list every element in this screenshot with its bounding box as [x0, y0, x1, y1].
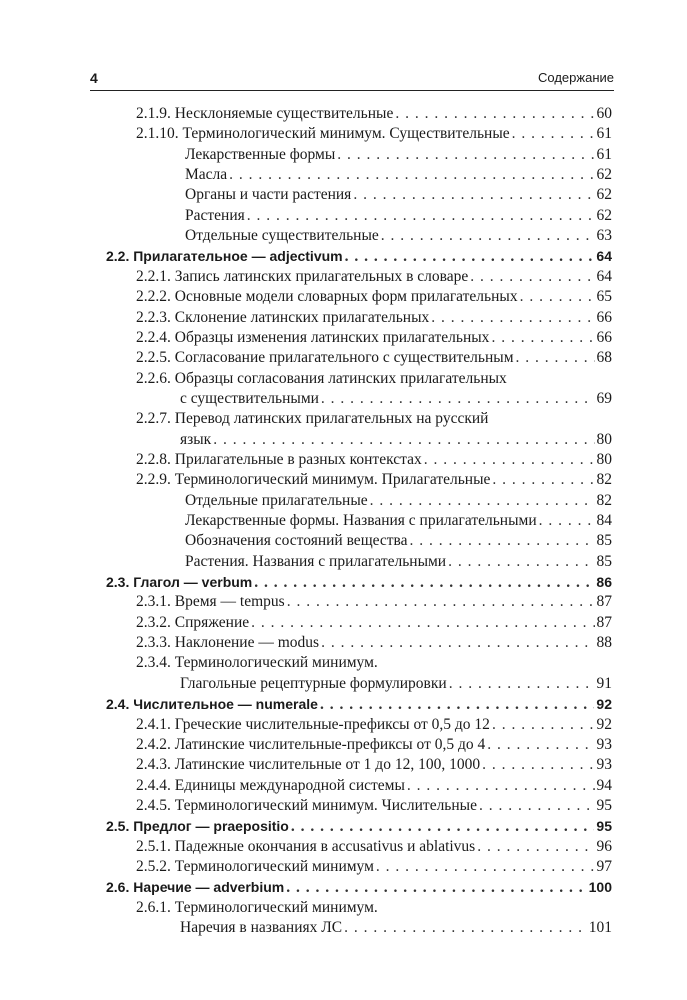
toc-leader-dots: [321, 633, 594, 653]
page-number: 4: [90, 70, 98, 86]
toc-entry-text: 2.2.7. Перевод латинских прилагательных на русский: [136, 410, 489, 428]
toc-entry-text: Органы и части растения: [185, 186, 352, 204]
toc-entry-text: 2.2.3. Склонение латинских прилагательных: [136, 308, 430, 326]
toc-leader-dots: [247, 206, 595, 226]
toc-entry: [136, 328, 612, 348]
toc-entry: [136, 898, 612, 918]
toc-entry: [136, 287, 612, 307]
toc-entry-page: 87: [596, 593, 612, 611]
toc-entry-page: 62: [596, 186, 612, 204]
toc-entry-page: 62: [596, 206, 612, 224]
toc-leader-dots: [492, 715, 595, 735]
toc-leader-dots: [251, 613, 594, 633]
toc-leader-dots: [381, 226, 595, 246]
toc-entry-text: 2.4. Числительное — numerale: [106, 696, 318, 713]
toc-entry-page: 69: [596, 389, 612, 407]
toc-entry-page: 84: [596, 512, 612, 529]
toc-entry: [136, 837, 612, 857]
toc-leader-dots: [407, 776, 595, 796]
toc-entry-text: Отдельные существительные: [185, 227, 379, 245]
toc-entry-page: 92: [596, 715, 612, 733]
toc-leader-dots: [424, 450, 595, 470]
toc-entry-text: 2.6. Наречие — adverbium: [106, 879, 285, 896]
toc-entry: [136, 715, 612, 735]
toc-entry: [136, 857, 612, 877]
toc-entry-text: 2.3.3. Наклонение — modus: [136, 634, 320, 652]
toc-entry-text: 2.2.2. Основные модели словарных форм прилагательных: [136, 288, 518, 306]
toc-entry-page: 64: [596, 248, 612, 265]
toc-entry-page: 88: [596, 634, 612, 652]
toc-leader-dots: [512, 124, 595, 144]
toc-entry-text: Лекарственные формы: [185, 145, 336, 163]
toc-leader-dots: [487, 735, 594, 755]
running-header: [90, 68, 614, 91]
toc-entry-text: 2.2. Прилагательное — adjectivum: [106, 248, 343, 265]
toc-leader-dots: [286, 878, 586, 898]
toc-leader-dots: [449, 674, 595, 694]
toc-leader-dots: [353, 185, 594, 205]
toc-entry-text: 2.4.2. Латинские числительные-префиксы от 0,5 до 4: [136, 735, 486, 753]
toc-entry-text: Лекарственные формы. Названия с прилагательными: [185, 512, 537, 529]
toc-entry: [106, 246, 612, 266]
toc-entry-page: 61: [596, 145, 612, 163]
toc-entry-page: 61: [596, 125, 612, 143]
toc-entry-text: с существительными: [180, 389, 319, 407]
toc-entry-text: 2.3.4. Терминологический минимум.: [136, 654, 378, 672]
toc-entry-page: 63: [596, 227, 612, 245]
toc-entry-text: 2.3.1. Время — tempus: [136, 593, 285, 611]
toc-entry-page: 80: [596, 430, 612, 448]
toc-entry: [180, 674, 612, 694]
toc-entry: [185, 491, 612, 511]
toc-entry: [136, 348, 612, 368]
toc-leader-dots: [213, 430, 594, 450]
toc-entry: [180, 918, 612, 938]
toc-entry: [185, 511, 612, 531]
toc-entry: [136, 369, 612, 389]
toc-entry: [185, 552, 612, 572]
toc-entry-text: 2.4.4. Единицы международной системы: [136, 776, 405, 794]
toc-entry: [136, 613, 612, 633]
toc-entry-text: 2.6.1. Терминологический минимум.: [136, 898, 378, 916]
toc-entry-page: 95: [596, 818, 612, 835]
toc-entry-page: 86: [596, 574, 612, 591]
toc-entry: [106, 694, 612, 714]
toc-entry-page: 93: [596, 756, 612, 774]
toc-entry-text: 2.2.4. Образцы изменения латинских прилагательных: [136, 328, 490, 346]
toc-leader-dots: [410, 531, 595, 551]
toc-entry-text: 2.2.8. Прилагательные в разных контекстах: [136, 450, 422, 468]
toc-entry-text: Наречия в названиях ЛС: [180, 919, 343, 936]
toc-entry: [180, 430, 612, 450]
toc-entry-page: 95: [596, 796, 612, 814]
toc-entry-text: 2.1.9. Несклоняемые существительные: [136, 105, 394, 122]
toc-entry: [180, 389, 612, 409]
toc-entry: [185, 165, 612, 185]
toc-entry-text: Растения: [185, 206, 245, 224]
toc-entry-text: 2.4.3. Латинские числительные от 1 до 12, 100, 1000: [136, 756, 481, 774]
toc-leader-dots: [370, 491, 595, 511]
toc-entry-page: 91: [596, 674, 612, 692]
toc-entry: [136, 267, 612, 287]
toc-leader-dots: [491, 328, 594, 348]
toc-entry: [106, 816, 612, 836]
toc-leader-dots: [448, 552, 594, 572]
toc-leader-dots: [337, 145, 594, 165]
toc-entry-page: 80: [596, 450, 612, 468]
toc-leader-dots: [479, 796, 595, 816]
toc-entry: [136, 776, 612, 796]
toc-entry-page: 62: [596, 166, 612, 184]
toc-entry-page: 64: [596, 267, 612, 285]
toc-leader-dots: [539, 511, 595, 531]
toc-entry: [185, 226, 612, 246]
toc-entry: [136, 409, 612, 429]
toc-entry: [136, 450, 612, 470]
toc-entry-text: 2.2.1. Запись латинских прилагательных в словаре: [136, 267, 469, 285]
toc-entry-page: 96: [596, 837, 612, 855]
toc-entry-text: 2.1.10. Терминологический минимум. Существительные: [136, 125, 510, 143]
toc-leader-dots: [477, 837, 594, 857]
toc-entry-page: 66: [596, 308, 612, 326]
toc-leader-dots: [229, 165, 594, 185]
toc-entry-text: 2.5. Предлог — praepositio: [106, 818, 289, 835]
toc-entry-text: 2.5.1. Падежные окончания в accusativus и ablativus: [136, 837, 476, 855]
toc-entry-text: Масла: [185, 166, 228, 184]
toc-entry-text: 2.4.1. Греческие числительные-префиксы от 0,5 до 12: [136, 715, 490, 733]
toc-entry-page: 68: [596, 349, 612, 367]
toc-leader-dots: [395, 104, 594, 124]
toc-entry-page: 92: [596, 696, 612, 713]
toc-entry-page: 94: [596, 776, 612, 794]
toc-entry-text: 2.4.5. Терминологический минимум. Числительные: [136, 796, 477, 814]
toc-entry: [136, 735, 612, 755]
toc-entry-page: 60: [596, 105, 612, 122]
toc-entry: [185, 185, 612, 205]
toc-entry-text: Глагольные рецептурные формулировки: [180, 674, 447, 692]
toc-entry-text: 2.2.9. Терминологический минимум. Прилагательные: [136, 471, 491, 489]
toc-leader-dots: [320, 695, 594, 715]
toc-entry-page: 87: [596, 613, 612, 631]
toc-entry-page: 82: [596, 471, 612, 489]
toc-entry-text: 2.5.2. Терминологический минимум: [136, 857, 374, 875]
toc-entry: [106, 572, 612, 592]
toc-leader-dots: [321, 389, 595, 409]
section-title: Содержание: [538, 70, 614, 85]
toc-entry: [185, 145, 612, 165]
toc-entry: [136, 104, 612, 124]
toc-leader-dots: [345, 247, 595, 267]
toc-entry-text: Растения. Названия с прилагательными: [185, 552, 447, 570]
toc-entry: [136, 592, 612, 612]
toc-leader-dots: [516, 348, 595, 368]
toc-entry-page: 101: [588, 919, 612, 936]
toc-leader-dots: [287, 592, 595, 612]
toc-leader-dots: [492, 470, 594, 490]
toc-entry: [185, 206, 612, 226]
toc-entry-page: 85: [596, 532, 612, 550]
toc-entry: [136, 633, 612, 653]
toc-entry-text: 2.2.6. Образцы согласования латинских прилагательных: [136, 369, 507, 387]
toc-leader-dots: [431, 308, 594, 328]
toc-entry-text: Обозначения состояний вещества: [185, 532, 408, 550]
toc-entry: [106, 877, 612, 897]
toc-entry-page: 100: [588, 879, 612, 896]
toc-entry-page: 65: [596, 288, 612, 306]
toc-leader-dots: [254, 573, 594, 593]
toc-leader-dots: [376, 857, 595, 877]
toc-entry: [136, 796, 612, 816]
toc-entry-page: 93: [596, 735, 612, 753]
toc-leader-dots: [344, 918, 587, 938]
toc-entry-text: Отдельные прилагательные: [185, 491, 368, 509]
toc-leader-dots: [470, 267, 594, 287]
toc-entry: [136, 308, 612, 328]
toc-entry-text: 2.2.5. Согласование прилагательного с существительным: [136, 349, 514, 367]
toc-leader-dots: [291, 817, 595, 837]
toc-entry-page: 66: [596, 328, 612, 346]
toc-entry-text: язык: [180, 430, 212, 448]
toc-entry-text: 2.3.2. Спряжение: [136, 613, 250, 631]
toc-entry-text: 2.3. Глагол — verbum: [106, 574, 253, 591]
toc-leader-dots: [482, 755, 594, 775]
toc-entry: [136, 653, 612, 673]
toc-entry-page: 97: [596, 857, 612, 875]
toc-leader-dots: [520, 287, 595, 307]
toc-entry-page: 82: [596, 491, 612, 509]
toc-entry: [136, 755, 612, 775]
toc-entry: [185, 531, 612, 551]
toc-entry-page: 85: [596, 552, 612, 570]
toc-entry: [136, 470, 612, 490]
toc-entry: [136, 124, 612, 144]
